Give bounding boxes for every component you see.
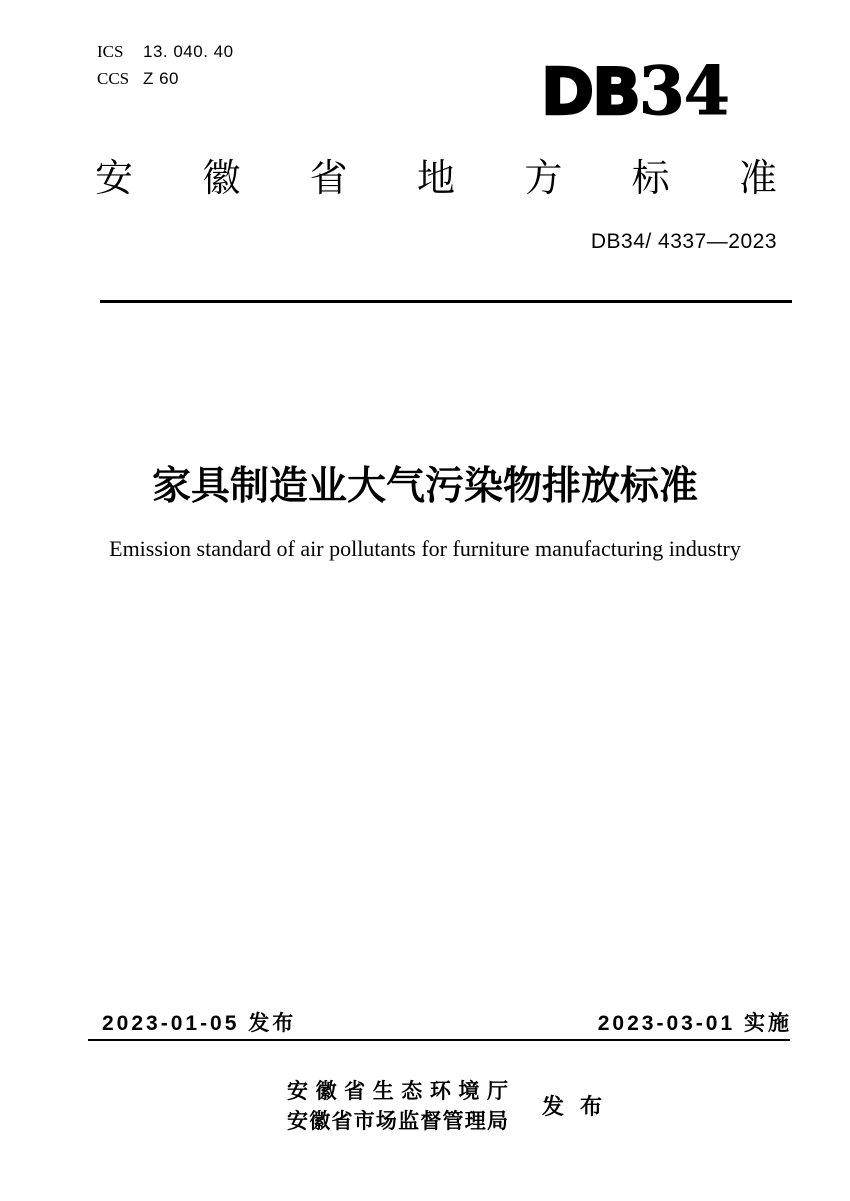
standard-type-char: 标 xyxy=(631,158,670,200)
db34-logo xyxy=(541,52,729,130)
ics-label: ICS xyxy=(97,42,124,61)
publisher1-char: 徽 xyxy=(315,1080,337,1103)
standard-type-heading xyxy=(95,158,777,202)
publisher2-char: 市 xyxy=(353,1110,375,1134)
ccs-value: Z 60 xyxy=(143,69,180,88)
title-english: Emission standard of air pollutants for furniture manufacturing industry xyxy=(109,536,741,561)
title-chinese: 家具制造业大气污染物排放标准 xyxy=(151,465,698,508)
standard-type-char: 准 xyxy=(738,158,777,200)
publisher1-char: 境 xyxy=(458,1080,480,1103)
ics-value: 13. 040. 40 xyxy=(143,42,234,61)
publisher2-char: 安 xyxy=(287,1110,308,1134)
publisher1-char: 生 xyxy=(372,1080,394,1103)
publisher2-char: 场 xyxy=(375,1110,397,1134)
publisher2-char: 局 xyxy=(486,1110,508,1134)
release-label xyxy=(542,1095,602,1119)
standard-type-char: 徽 xyxy=(202,158,241,200)
publisher1-char: 安 xyxy=(287,1080,308,1103)
implement-date: 2023-03-01 实施 xyxy=(597,1012,792,1035)
dates-row xyxy=(102,1007,792,1037)
release-char: 布 xyxy=(580,1093,603,1119)
publisher2-char: 省 xyxy=(331,1110,353,1134)
standard-number: DB34/ 4337—2023 xyxy=(590,230,777,253)
db34-logo-number-part: 34 xyxy=(638,52,729,130)
header-rule xyxy=(100,300,792,303)
publisher-line-1 xyxy=(287,1080,508,1103)
publisher1-char: 态 xyxy=(401,1080,423,1103)
ccs-label: CCS xyxy=(97,69,130,88)
publisher-names xyxy=(287,1080,508,1133)
publisher2-char: 督 xyxy=(420,1110,442,1134)
footer-rule xyxy=(88,1039,790,1041)
release-char: 发 xyxy=(542,1093,565,1119)
publisher-line-2 xyxy=(287,1110,508,1133)
classification-codes xyxy=(97,38,234,92)
publisher2-char: 监 xyxy=(398,1110,420,1134)
publisher-block xyxy=(287,1080,602,1133)
publisher2-char: 徽 xyxy=(309,1110,331,1134)
ics-line xyxy=(97,38,234,65)
publisher2-char: 管 xyxy=(442,1110,464,1134)
publisher2-char: 理 xyxy=(464,1110,486,1134)
publisher1-char: 省 xyxy=(344,1080,366,1103)
standard-type-char: 地 xyxy=(416,158,455,200)
publisher1-char: 环 xyxy=(429,1080,451,1103)
ccs-line xyxy=(97,65,234,92)
issue-date: 2023-01-05 发布 xyxy=(102,1012,297,1035)
standard-type-char: 安 xyxy=(95,158,134,200)
standard-type-char: 省 xyxy=(309,158,348,200)
standard-type-char: 方 xyxy=(524,158,563,200)
db34-logo-db-part: DB xyxy=(541,56,639,130)
publisher1-char: 厅 xyxy=(486,1080,508,1103)
